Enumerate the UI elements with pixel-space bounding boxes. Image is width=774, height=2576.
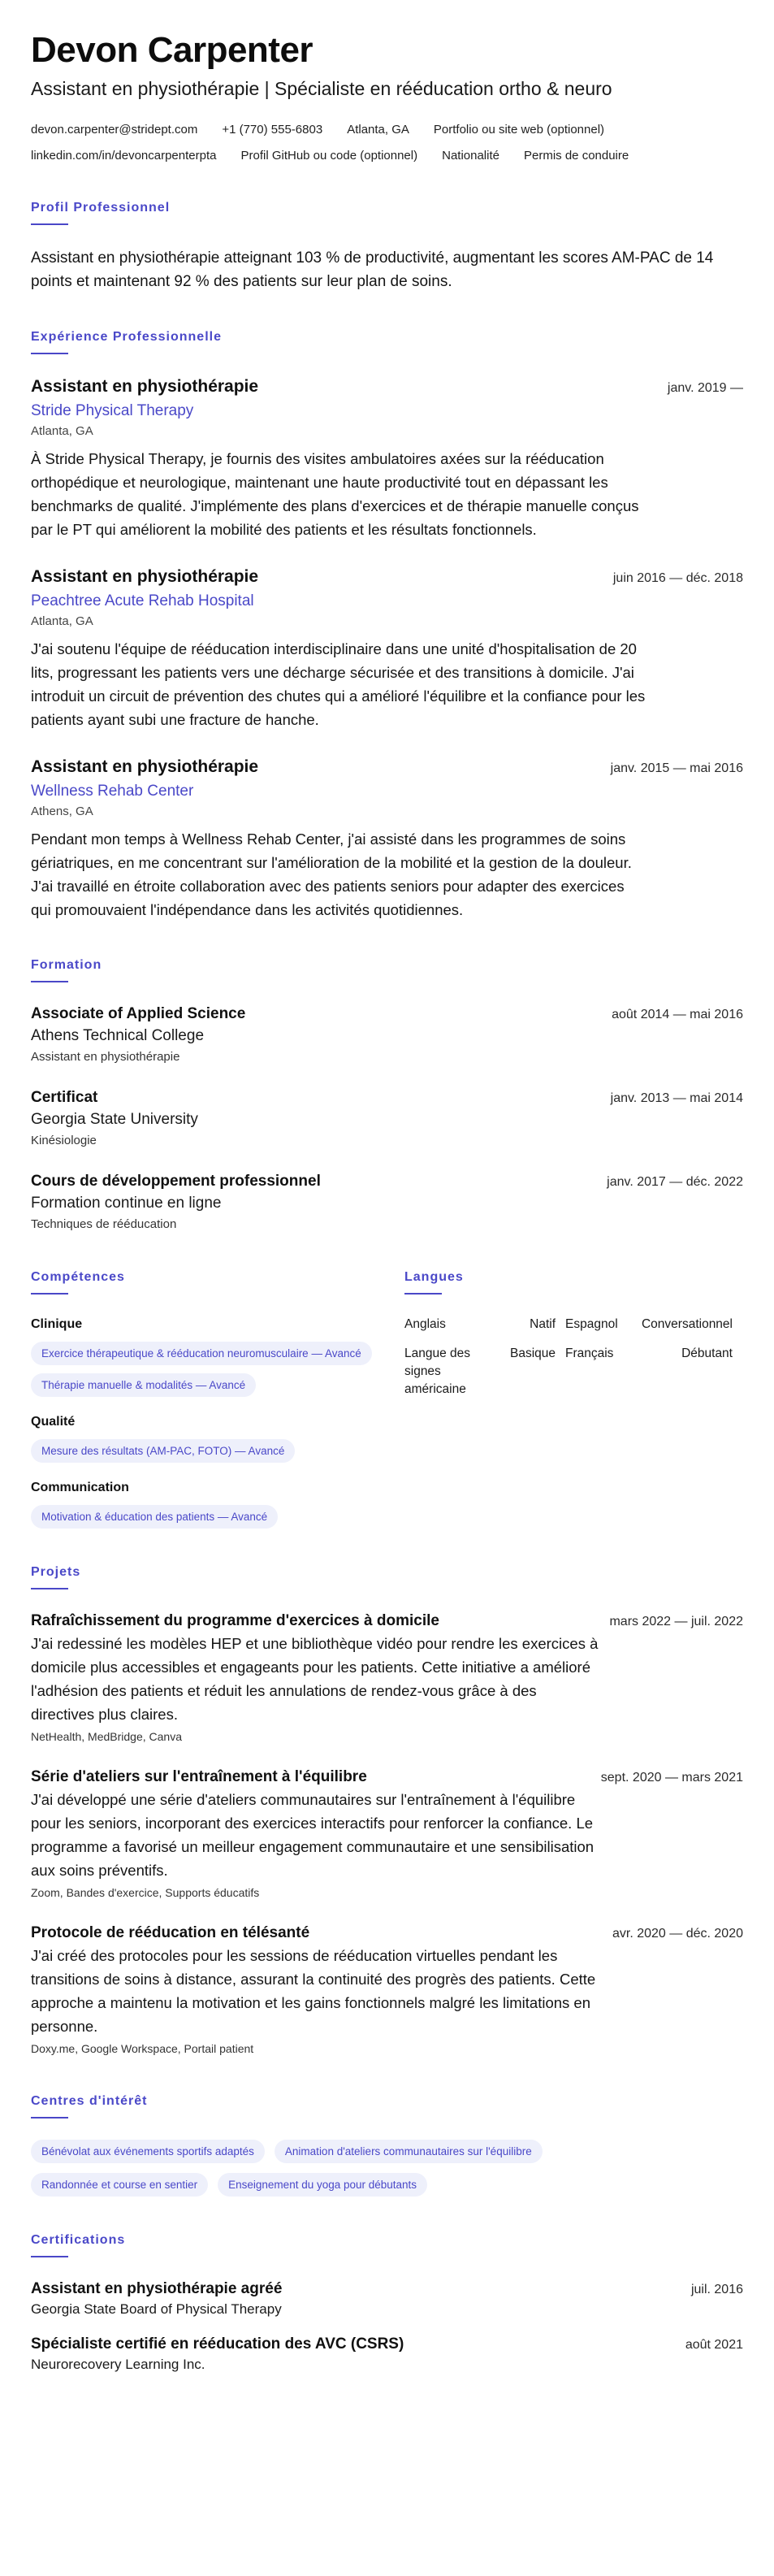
experience-item	[31, 566, 743, 731]
language-level: Débutant	[681, 1347, 733, 1360]
skill-chip: Exercice thérapeutique & rééducation neuromusculaire — Avancé	[31, 1342, 372, 1365]
skill-chips	[31, 1342, 380, 1397]
certification-name: Assistant en physiothérapie agréé	[31, 2280, 283, 2297]
field-of-study: Kinésiologie	[31, 1134, 97, 1147]
skill-chips	[31, 1505, 380, 1529]
education-item	[31, 1087, 743, 1150]
project-description: J'ai développé une série d'ateliers communautaires sur l'entraînement à l'équilibre pour les seniors, incorporant des exercices interactifs pour renforcer la confiance. Le programme a favorisé un meilleur engagement communautaire et une sensibilisation aux soins préventifs.	[31, 1791, 595, 1879]
project-dates: mars 2022 — juil. 2022	[609, 1615, 743, 1628]
education-dates: janv. 2017 — déc. 2022	[607, 1175, 743, 1189]
contact-linkedin[interactable]: linkedin.com/in/devoncarpenterpta	[31, 149, 217, 163]
skill-chip: Thérapie manuelle & modalités — Avancé	[31, 1373, 256, 1397]
contact-email[interactable]: devon.carpenter@stridept.com	[31, 123, 198, 137]
interest-chip: Animation d'ateliers communautaires sur l'équilibre	[275, 2140, 543, 2163]
project-description: J'ai redessiné les modèles HEP et une bibliothèque vidéo pour rendre les exercices à domicile plus accessibles et engageants pour les patients. Cette initiative a amélioré l'adhésion des patients et réduit les annulations de rendez-vous grâce à des directives plus claires.	[31, 1635, 599, 1723]
school: Formation continue en ligne	[31, 1195, 222, 1212]
interest-chips	[31, 2140, 672, 2197]
skill-category: Qualité	[31, 1415, 76, 1429]
section-divider	[31, 981, 68, 982]
job-title: Assistant en physiothérapie	[31, 377, 259, 396]
language-name: Anglais	[404, 1317, 446, 1331]
section-title: Langues	[404, 1270, 464, 1284]
company-name: Stride Physical Therapy	[31, 402, 194, 419]
interest-chip: Randonnée et course en sentier	[31, 2173, 208, 2197]
job-dates: juin 2016 — déc. 2018	[612, 571, 743, 585]
skill-chip: Motivation & éducation des patients — Avancé	[31, 1505, 278, 1529]
job-description: À Stride Physical Therapy, je fournis des visites ambulatoires axées sur la rééducation orthopédique et neurologique, maintenant une haute productivité tout en dépassant les benchmarks de qualité. J'implémente des plans d'exercices et de thérapie manuelle conçus par le PT qui améliorent la mobilité des patients et les résultats fonctionnels.	[31, 450, 639, 538]
education-item	[31, 1004, 743, 1066]
job-dates: janv. 2015 — mai 2016	[610, 761, 743, 775]
section-title: Certifications	[31, 2233, 126, 2247]
job-title: Assistant en physiothérapie	[31, 757, 259, 776]
contact-github[interactable]: Profil GitHub ou code (optionnel)	[240, 149, 418, 163]
language-level: Basique	[509, 1347, 556, 1360]
skill-chip: Mesure des résultats (AM-PAC, FOTO) — Avancé	[31, 1439, 295, 1463]
certification-item	[31, 2279, 743, 2319]
section-divider	[31, 1588, 68, 1589]
language-level: Conversationnel	[641, 1317, 733, 1331]
project-dates: avr. 2020 — déc. 2020	[612, 1927, 743, 1941]
profile-section	[31, 200, 743, 293]
experience-item	[31, 756, 743, 922]
certification-item	[31, 2334, 743, 2374]
certification-issuer: Georgia State Board of Physical Therapy	[31, 2301, 282, 2317]
language-level: Natif	[530, 1317, 556, 1331]
profile-summary: Assistant en physiothérapie atteignant 103 % de productivité, augmentant les scores AM-PAC de 14 points et maintenant 92 % des patients sur leur plan de soins.	[31, 249, 714, 290]
job-location: Athens, GA	[31, 804, 93, 818]
contact-info	[31, 122, 746, 164]
section-title: Formation	[31, 958, 102, 972]
contact-portfolio[interactable]: Portfolio ou site web (optionnel)	[433, 123, 605, 137]
candidate-name: Devon Carpenter	[31, 30, 313, 70]
certification-date: août 2021	[685, 2338, 743, 2352]
job-location: Atlanta, GA	[31, 614, 93, 628]
resume-header	[31, 29, 743, 164]
job-location: Atlanta, GA	[31, 424, 93, 438]
education-section	[31, 957, 743, 1234]
section-divider	[31, 353, 68, 354]
language-name: Français	[565, 1347, 614, 1360]
contact-phone[interactable]: +1 (770) 555-6803	[222, 123, 323, 137]
interest-chip: Bénévolat aux événements sportifs adaptés	[31, 2140, 265, 2163]
projects-section	[31, 1564, 743, 2058]
project-name: Protocole de rééducation en télésanté	[31, 1924, 310, 1941]
section-title: Expérience Professionnelle	[31, 330, 222, 344]
section-divider	[31, 1293, 68, 1295]
skills-languages-row	[31, 1269, 743, 1529]
section-title: Profil Professionnel	[31, 201, 171, 215]
project-tools: NetHealth, MedBridge, Canva	[31, 1730, 182, 1743]
project-name: Série d'ateliers sur l'entraînement à l'équilibre	[31, 1768, 367, 1785]
project-tools: Doxy.me, Google Workspace, Portail patient	[31, 2042, 254, 2055]
contact-location: Atlanta, GA	[347, 123, 409, 137]
job-description: J'ai soutenu l'équipe de rééducation interdisciplinaire dans une unité d'hospitalisation de 20 lits, progressant les patients vers une décharge sécurisée et des transitions à domicile. J'ai introduit un circuit de prévention des chutes qui a amélioré l'équilibre et la confiance pour les patients ayant subi une fracture de hanche.	[31, 640, 646, 728]
company-name: Wellness Rehab Center	[31, 783, 194, 800]
company-name: Peachtree Acute Rehab Hospital	[31, 592, 254, 609]
candidate-headline: Assistant en physiothérapie | Spécialiste en rééducation ortho & neuro	[31, 78, 612, 99]
interests-section	[31, 2093, 743, 2197]
interest-chip: Enseignement du yoga pour débutants	[218, 2173, 427, 2197]
experience-item	[31, 375, 743, 541]
education-dates: janv. 2013 — mai 2014	[610, 1091, 743, 1105]
section-divider	[404, 1293, 442, 1295]
certifications-section	[31, 2232, 743, 2374]
contact-license: Permis de conduire	[524, 149, 629, 163]
project-name: Rafraîchissement du programme d'exercices à domicile	[31, 1612, 439, 1629]
section-title: Projets	[31, 1565, 81, 1579]
project-item	[31, 1767, 743, 1902]
education-item	[31, 1171, 743, 1234]
job-title: Assistant en physiothérapie	[31, 567, 259, 586]
degree: Certificat	[31, 1089, 98, 1106]
section-title: Compétences	[31, 1270, 125, 1284]
certification-name: Spécialiste certifié en rééducation des AVC (CSRS)	[31, 2335, 404, 2353]
certification-date: juil. 2016	[690, 2283, 743, 2296]
experience-section	[31, 329, 743, 922]
project-item	[31, 1611, 743, 1746]
school: Athens Technical College	[31, 1027, 205, 1044]
field-of-study: Techniques de rééducation	[31, 1217, 177, 1231]
skills-section	[31, 1269, 404, 1529]
languages-section	[404, 1269, 742, 1529]
project-tools: Zoom, Bandes d'exercice, Supports éducatifs	[31, 1886, 260, 1899]
degree: Associate of Applied Science	[31, 1005, 246, 1022]
section-divider	[31, 2256, 68, 2257]
project-dates: sept. 2020 — mars 2021	[600, 1771, 743, 1785]
degree: Cours de développement professionnel	[31, 1173, 321, 1190]
section-divider	[31, 2117, 68, 2118]
section-title: Centres d'intérêt	[31, 2094, 148, 2108]
school: Georgia State University	[31, 1111, 198, 1128]
project-description: J'ai créé des protocoles pour les sessions de rééducation virtuelles pendant les transitions de soins à distance, assurant la continuité des progrès des patients. Cette approche a maintenu la motivation et les gains fonctionnels malgré les limitations en personne.	[31, 1947, 596, 2035]
language-list	[404, 1316, 742, 1399]
job-dates: janv. 2019 —	[667, 381, 743, 395]
language-name: Espagnol	[565, 1317, 618, 1331]
project-item	[31, 1923, 743, 2058]
skill-chips	[31, 1439, 380, 1463]
language-name: Langue des signes américaine	[404, 1347, 471, 1396]
certification-issuer: Neurorecovery Learning Inc.	[31, 2357, 205, 2372]
contact-nationality: Nationalité	[442, 149, 499, 163]
skill-category: Communication	[31, 1481, 129, 1494]
section-divider	[31, 223, 68, 225]
field-of-study: Assistant en physiothérapie	[31, 1050, 180, 1064]
education-dates: août 2014 — mai 2016	[612, 1008, 743, 1021]
skill-category: Clinique	[31, 1317, 83, 1331]
job-description: Pendant mon temps à Wellness Rehab Center, j'ai assisté dans les programmes de soins gériatriques, en me concentrant sur l'amélioration de la mobilité et la gestion de la douleur. J'ai travaillé en étroite collaboration avec des patients seniors pour adapter des exercices qui promouvaient l'indépendance dans les activités quotidiennes.	[31, 830, 632, 918]
